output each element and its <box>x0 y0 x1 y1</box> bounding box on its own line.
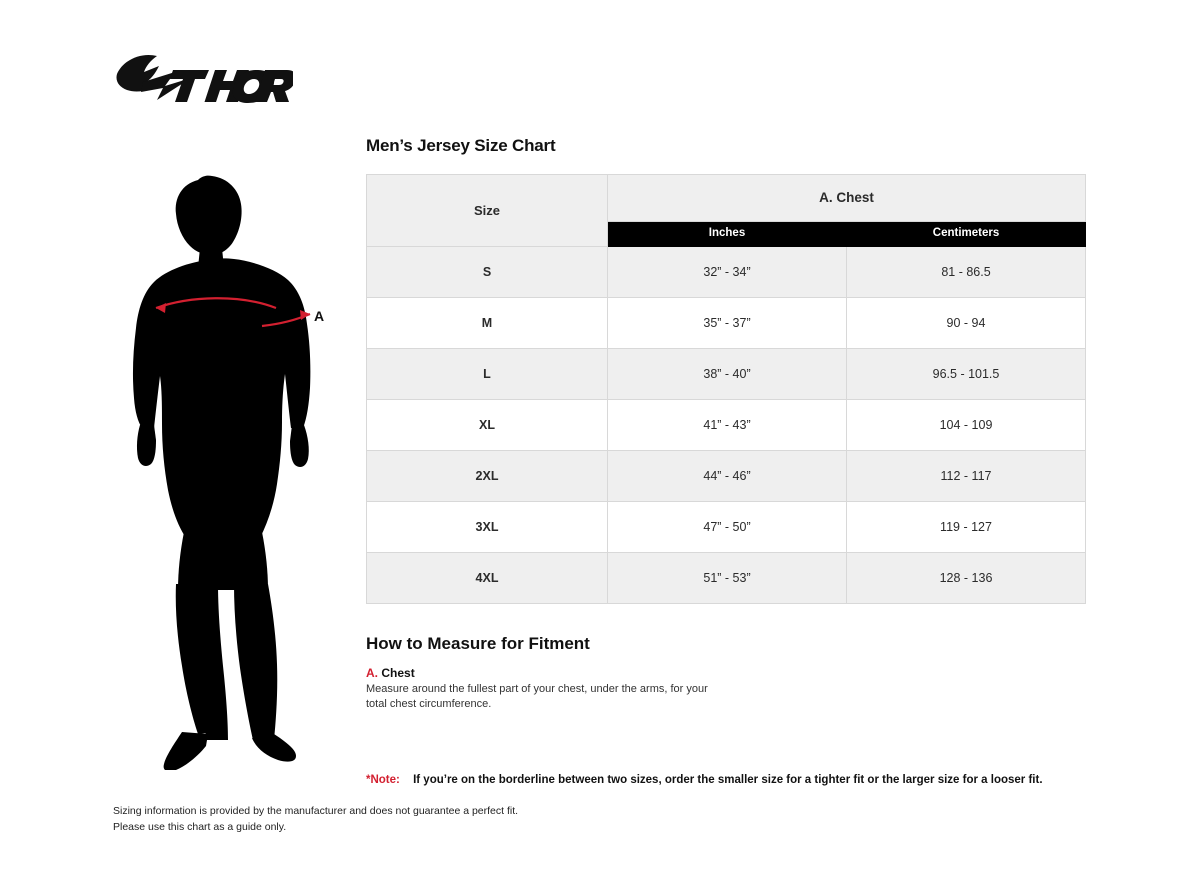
cell-size: 2XL <box>367 451 608 502</box>
cell-inches: 38” - 40” <box>608 349 847 400</box>
measure-desc-line2: total chest circumference. <box>366 698 492 710</box>
cell-inches: 51” - 53” <box>608 553 847 604</box>
cell-size: M <box>367 298 608 349</box>
table-row <box>367 502 1086 553</box>
table-row <box>367 451 1086 502</box>
cell-inches: 32” - 34” <box>608 247 847 298</box>
footer-disclaimer <box>113 803 518 835</box>
subheader-centimeters: Centimeters <box>847 221 1086 246</box>
table-header-row <box>367 175 1086 222</box>
table-row <box>367 553 1086 604</box>
size-chart-table <box>366 174 1086 604</box>
cell-centimeters: 96.5 - 101.5 <box>847 349 1086 400</box>
subheader-inches: Inches <box>608 221 847 246</box>
cell-inches: 47” - 50” <box>608 502 847 553</box>
measure-item-letter: A. <box>366 666 378 680</box>
cell-inches: 44” - 46” <box>608 451 847 502</box>
header-chest-group: A. Chest <box>608 175 1086 222</box>
note-line <box>366 774 1086 786</box>
cell-size: 4XL <box>367 553 608 604</box>
header-size: Size <box>367 175 608 247</box>
note-text: If you’re on the borderline between two sizes, order the smaller size for a tighter fit or the larger size for a looser fit. <box>413 774 1043 786</box>
how-to-measure-title: How to Measure for Fitment <box>366 634 590 653</box>
measure-item-chest <box>366 666 1086 712</box>
cell-inches: 41” - 43” <box>608 400 847 451</box>
body-silhouette-figure <box>110 160 340 770</box>
cell-size: S <box>367 247 608 298</box>
cell-centimeters: 81 - 86.5 <box>847 247 1086 298</box>
size-chart-content <box>366 136 1086 786</box>
measure-item-name: Chest <box>381 666 415 680</box>
cell-centimeters: 104 - 109 <box>847 400 1086 451</box>
page-title: Men’s Jersey Size Chart <box>366 136 556 155</box>
footer-line-1: Sizing information is provided by the manufacturer and does not guarantee a perfect fit. <box>113 805 519 817</box>
cell-size: L <box>367 349 608 400</box>
measure-item-description <box>366 682 796 712</box>
table-row <box>367 298 1086 349</box>
cell-centimeters: 119 - 127 <box>847 502 1086 553</box>
table-row <box>367 247 1086 298</box>
footer-line-2: Please use this chart as a guide only. <box>113 821 287 833</box>
cell-centimeters: 112 - 117 <box>847 451 1086 502</box>
note-star-label: *Note: <box>366 774 400 786</box>
measure-item-label <box>366 666 1086 680</box>
table-row <box>367 400 1086 451</box>
cell-inches: 35” - 37” <box>608 298 847 349</box>
figure-callout-a: A <box>314 308 325 324</box>
cell-size: 3XL <box>367 502 608 553</box>
measure-desc-line1: Measure around the fullest part of your chest, under the arms, for your <box>366 683 708 695</box>
table-row <box>367 349 1086 400</box>
cell-centimeters: 128 - 136 <box>847 553 1086 604</box>
thor-logo <box>113 52 293 110</box>
cell-size: XL <box>367 400 608 451</box>
cell-centimeters: 90 - 94 <box>847 298 1086 349</box>
